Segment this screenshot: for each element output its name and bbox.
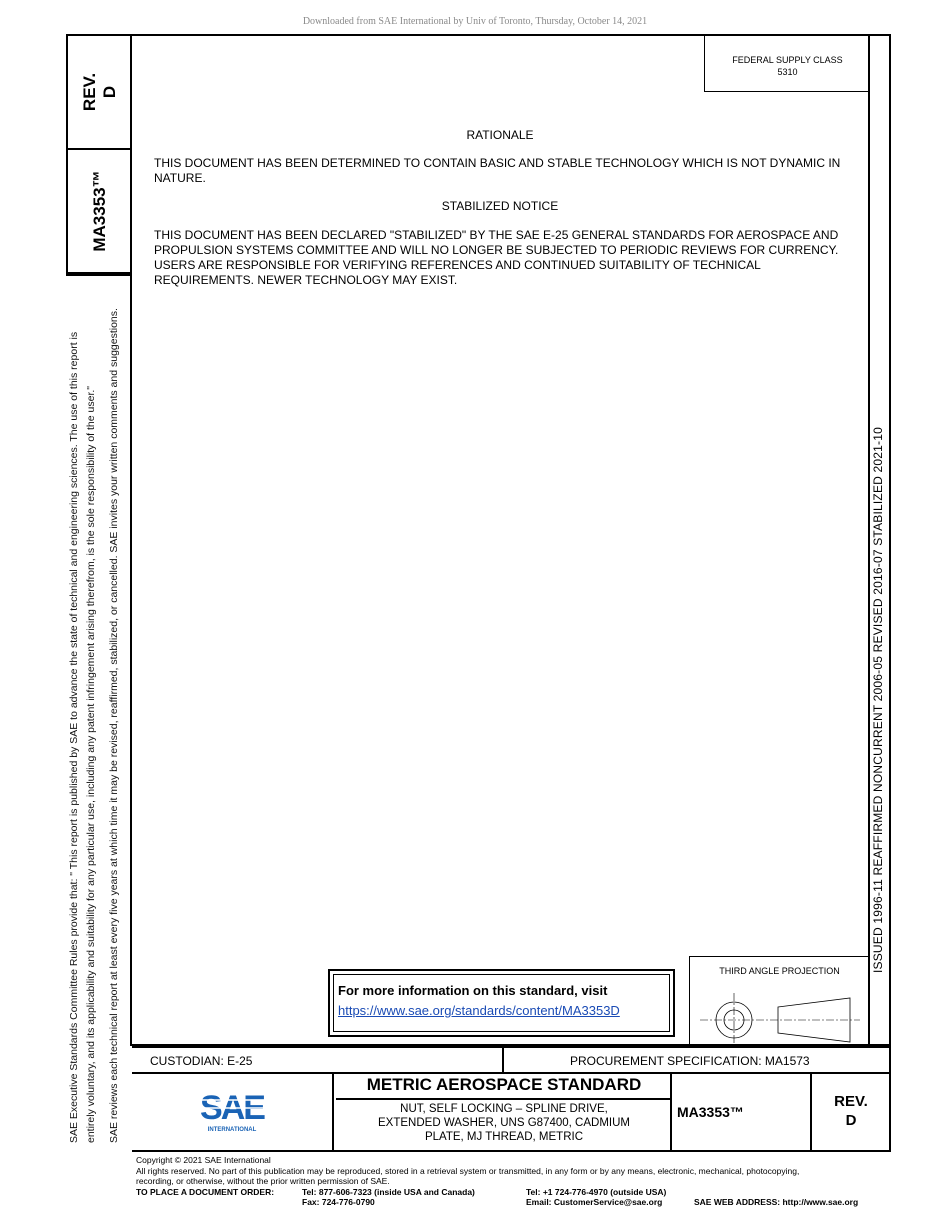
side-notice-line2: entirely voluntary, and its applicability and suitability for any particular use, including any patent infringement arising therefrom, is the sole responsibility of the user." [85, 385, 97, 1143]
standard-description [336, 1102, 672, 1144]
rights-line-1: All rights reserved. No part of this publication may be reproduced, stored in a retrieval system or transmitted, in any form or by any means, electronic, mechanical, photocopying, [136, 1165, 800, 1176]
side-notice-block [66, 332, 100, 1143]
procurement-spec: PROCUREMENT SPECIFICATION: MA1573 [570, 1054, 810, 1068]
title-divider-1 [332, 1072, 334, 1150]
side-notice-line1: SAE Executive Standards Committee Rules provide that: " This report is published by SAE to advance the state of technical and engineering sciences. The use of this report is [68, 331, 80, 1143]
custodian: CUSTODIAN: E-25 [150, 1054, 253, 1068]
sae-logo-subtext: INTERNATIONAL [207, 1127, 257, 1133]
tel-outside: Tel: +1 724-776-4970 (outside USA) [526, 1186, 667, 1197]
title-rev-label: REV. [834, 1093, 868, 1110]
left-column [66, 34, 132, 276]
third-angle-projection-box [689, 956, 870, 1046]
stabilized-heading: STABILIZED NOTICE [441, 199, 559, 213]
rev-label: REV. [80, 72, 99, 112]
stabilized-text: THIS DOCUMENT HAS BEEN DECLARED "STABILIZED" BY THE SAE E-25 GENERAL STANDARDS FOR AEROSPACE AND PROPULSION SYSTEMS COMMITTEE AND WILL NO LONGER BE SUBJECTED TO PERIODIC REVIEWS FOR CURRENCY. USERS ARE RESPONSIBLE FOR VERIFYING REFERENCES AND CONTINUED SUITABILITY OF TECHNICAL REQUIREMENTS. NEWER TECHNOLOGY MAY EXIST. [154, 228, 839, 287]
email: Email: CustomerService@sae.org [526, 1197, 663, 1207]
federal-supply-value: 5310 [777, 67, 798, 77]
rev-value: D [100, 85, 119, 99]
document-dates: ISSUED 1996-11 REAFFIRMED NONCURRENT 2006-05 REVISED 2016-07 STABILIZED 2021-10 [871, 426, 885, 974]
doc-number-box [68, 150, 132, 274]
desc-line-3: PLATE, MJ THREAD, METRIC [424, 1131, 584, 1143]
info-box [328, 969, 675, 1037]
info-title: For more information on this standard, visit [338, 983, 608, 998]
rev-box [68, 36, 132, 150]
footer [136, 1155, 896, 1208]
download-note: Downloaded from SAE International by Univ of Toronto, Thursday, October 14, 2021 [302, 16, 648, 27]
federal-supply-label: FEDERAL SUPPLY CLASS [732, 55, 843, 65]
rationale-text: THIS DOCUMENT HAS BEEN DETERMINED TO CONTAIN BASIC AND STABLE TECHNOLOGY WHICH IS NOT DYNAMIC IN NATURE. [154, 156, 841, 185]
projection-symbol-icon [690, 985, 871, 1045]
order-row-2 [136, 1197, 896, 1208]
fax: Fax: 724-776-0790 [302, 1197, 375, 1207]
title-rev-value: D [845, 1112, 857, 1129]
sae-logo-icon [192, 1086, 272, 1136]
desc-line-2: EXTENDED WASHER, UNS G87400, CADMIUM [378, 1117, 630, 1129]
sae-logo-text: SAE [200, 1089, 264, 1127]
title-block [132, 1072, 891, 1152]
web-address: SAE WEB ADDRESS: http://www.sae.org [694, 1197, 859, 1207]
federal-supply-class-box [704, 34, 870, 92]
desc-line-1: NUT, SELF LOCKING – SPLINE DRIVE, [400, 1103, 608, 1115]
tel-usa: Tel: 877-606-7323 (inside USA and Canada) [302, 1186, 475, 1197]
order-row-1 [136, 1187, 896, 1198]
custodian-divider [502, 1048, 504, 1072]
custodian-row [132, 1046, 891, 1074]
rights-line-2: recording, or otherwise, without the prior written permission of SAE. [136, 1176, 390, 1186]
rationale-heading: RATIONALE [466, 128, 534, 142]
projection-label: THIRD ANGLE PROJECTION [719, 966, 840, 976]
title-rev [812, 1092, 890, 1130]
standard-link[interactable]: https://www.sae.org/standards/content/MA3353D [338, 1003, 620, 1018]
order-label: TO PLACE A DOCUMENT ORDER: [136, 1186, 275, 1197]
title-doc-number: MA3353™ [677, 1104, 744, 1120]
copyright: Copyright © 2021 SAE International [136, 1155, 271, 1165]
rev-rotated [80, 73, 120, 111]
doc-number-rotated: MA3353™ [90, 170, 109, 252]
side-notice-line3: SAE reviews each technical report at least every five years at which time it may be revised, reaffirmed, stabilized, or cancelled. SAE invites your written comments and suggestions. [108, 308, 120, 1143]
side-notice-review [106, 308, 123, 1143]
standard-title: METRIC AEROSPACE STANDARD [336, 1075, 672, 1100]
